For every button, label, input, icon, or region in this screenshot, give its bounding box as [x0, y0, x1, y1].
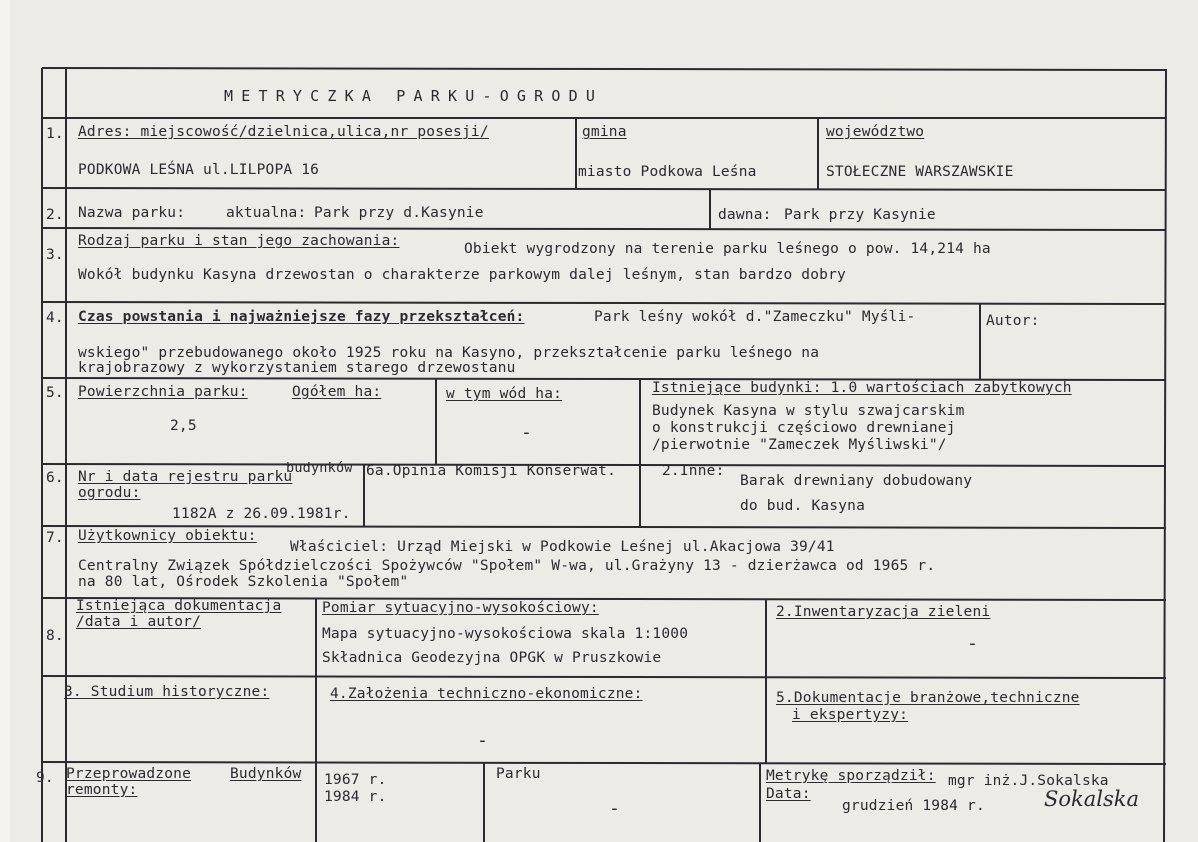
row-number-7: 7.: [46, 530, 64, 546]
history-phases-line-2: wskiego" przebudowanego około 1925 roku na Kasyno, przekształcenie parku leśnego na: [78, 345, 820, 361]
register-label-1: Nr i data rejestru parku: [78, 469, 293, 485]
date-value: grudzień 1984 r.: [842, 798, 985, 814]
branch-docs-label-2: i ekspertyzy:: [792, 707, 909, 723]
history-phases-line-3: krajobrazowy z wykorzystaniem starego drzewostanu: [78, 360, 516, 376]
register-overtype: budynków: [286, 460, 353, 476]
prepared-by-label: Metrykę sporządził:: [766, 768, 936, 784]
row-number-9: 9.: [36, 770, 54, 786]
branch-docs-label-1: 5.Dokumentacje branżowe,techniczne: [776, 690, 1080, 706]
gmina-label: gmina: [582, 124, 627, 140]
area-total-label: Ogółem ha:: [292, 384, 382, 400]
other-line-1: Barak drewniany dobudowany: [740, 473, 973, 489]
survey-line-1: Mapa sytuacyjno-wysokościowa skala 1:1000: [322, 626, 689, 642]
water-area-label: w tym wód ha:: [446, 386, 563, 402]
park-name-current-label: aktualna:: [226, 205, 307, 221]
park-name-current-value: Park przy d.Kasynie: [314, 205, 484, 221]
technical-assumptions-label: 4.Założenia techniczno-ekonomiczne:: [330, 686, 643, 702]
park-type-line-1: Obiekt wygrodzony na terenie parku leśnego o pow. 14,214 ha: [464, 241, 991, 257]
row-number-5: 5.: [46, 385, 64, 401]
buildings-line-3: /pierwotnie "Zameczek Myśliwski"/: [652, 437, 947, 453]
author-label: Autor:: [986, 313, 1040, 329]
row-number-3: 3.: [46, 247, 64, 263]
historical-study-label: 3. Studium historyczne:: [64, 684, 270, 700]
other-label: 2.Inne:: [662, 463, 725, 479]
page-title: METRYCZKA PARKU-OGRODU: [224, 87, 604, 105]
greenery-inventory-value: -: [967, 633, 979, 654]
register-label-2: ogrodu:: [78, 485, 141, 501]
survey-line-2: Składnica Geodezyjna OPGK w Pruszkowie: [322, 650, 662, 666]
row-number-4: 4.: [46, 310, 64, 326]
row-number-6: 6.: [46, 470, 64, 486]
users-label: Użytkownicy obiektu:: [78, 528, 257, 544]
other-line-2: do bud. Kasyna: [740, 498, 866, 514]
buildings-label: Istniejące budynki: 1.0 wartościach zabytkowych: [652, 380, 1072, 396]
park-name-former-label: dawna:: [718, 207, 772, 223]
documentation-label-2: /data i autor/: [76, 614, 202, 630]
park-type-line-2: Wokół budynku Kasyna drzewostan o charakterze parkowym dalej leśnym, stan bardzo dobry: [78, 267, 846, 283]
voivodeship-label: województwo: [826, 124, 925, 140]
row-number-2: 2.: [46, 207, 64, 223]
repairs-year-1: 1967 r.: [324, 772, 387, 788]
park-type-label: Rodzaj parku i stan jego zachowania:: [78, 233, 400, 249]
documentation-label-1: Istniejąca dokumentacja: [76, 598, 282, 614]
area-label: Powierzchnia parku:: [78, 384, 248, 400]
repairs-park-label: Parku: [496, 766, 541, 782]
row-number-1: 1.: [46, 126, 64, 142]
repairs-park-value: -: [609, 798, 621, 819]
users-line-2: Centralny Związek Spółdzielczości Spożywców "Społem" W-wa, ul.Grażyny 13 - dzierżawca od 1965 r.: [78, 558, 936, 574]
water-area-value: -: [521, 422, 533, 443]
register-value: 1182A z 26.09.1981r.: [172, 506, 351, 522]
date-label: Data:: [766, 786, 811, 802]
users-line-3: na 80 lat, Ośrodek Szkolenia "Społem": [78, 574, 409, 590]
history-phases-label: Czas powstania i najważniejsze fazy przekształceń:: [78, 309, 525, 325]
park-name-former-value: Park przy Kasynie: [784, 207, 936, 223]
park-name-label: Nazwa parku:: [78, 205, 186, 221]
repairs-buildings-label: Budynków: [230, 766, 302, 782]
row-number-8: 8.: [46, 628, 64, 644]
address-value: PODKOWA LEŚNA ul.LILPOPA 16: [78, 162, 320, 178]
repairs-label-1: Przeprowadzone: [66, 766, 192, 782]
repairs-label-2: remonty:: [66, 782, 138, 798]
greenery-inventory-label: 2.Inwentaryzacja zieleni: [776, 604, 991, 620]
gmina-value: miasto Podkowa Leśna: [578, 164, 757, 180]
address-label: Adres: miejscowość/dzielnica,ulica,nr posesji/: [78, 124, 489, 140]
conservator-opinion-label: 6a.Opinia Komisji Konserwat.: [366, 463, 617, 479]
users-line-1: Właściciel: Urząd Miejski w Podkowie Leśnej ul.Akacjowa 39/41: [290, 539, 835, 555]
buildings-line-2: o konstrukcji częściowo drewnianej: [652, 420, 956, 436]
voivodeship-value: STOŁECZNE WARSZAWSKIE: [826, 164, 1014, 180]
area-total-value: 2,5: [170, 418, 197, 434]
history-phases-line-1: Park leśny wokół d."Zameczku" Myśli-: [594, 309, 916, 325]
signature: Sokalska: [1044, 787, 1140, 811]
repairs-year-2: 1984 r.: [324, 789, 387, 805]
buildings-line-1: Budynek Kasyna w stylu szwajcarskim: [652, 403, 965, 419]
survey-label: Pomiar sytuacyjno-wysokościowy:: [322, 600, 599, 616]
technical-assumptions-value: -: [477, 730, 489, 751]
prepared-by-value: mgr inż.J.Sokalska: [948, 773, 1109, 789]
